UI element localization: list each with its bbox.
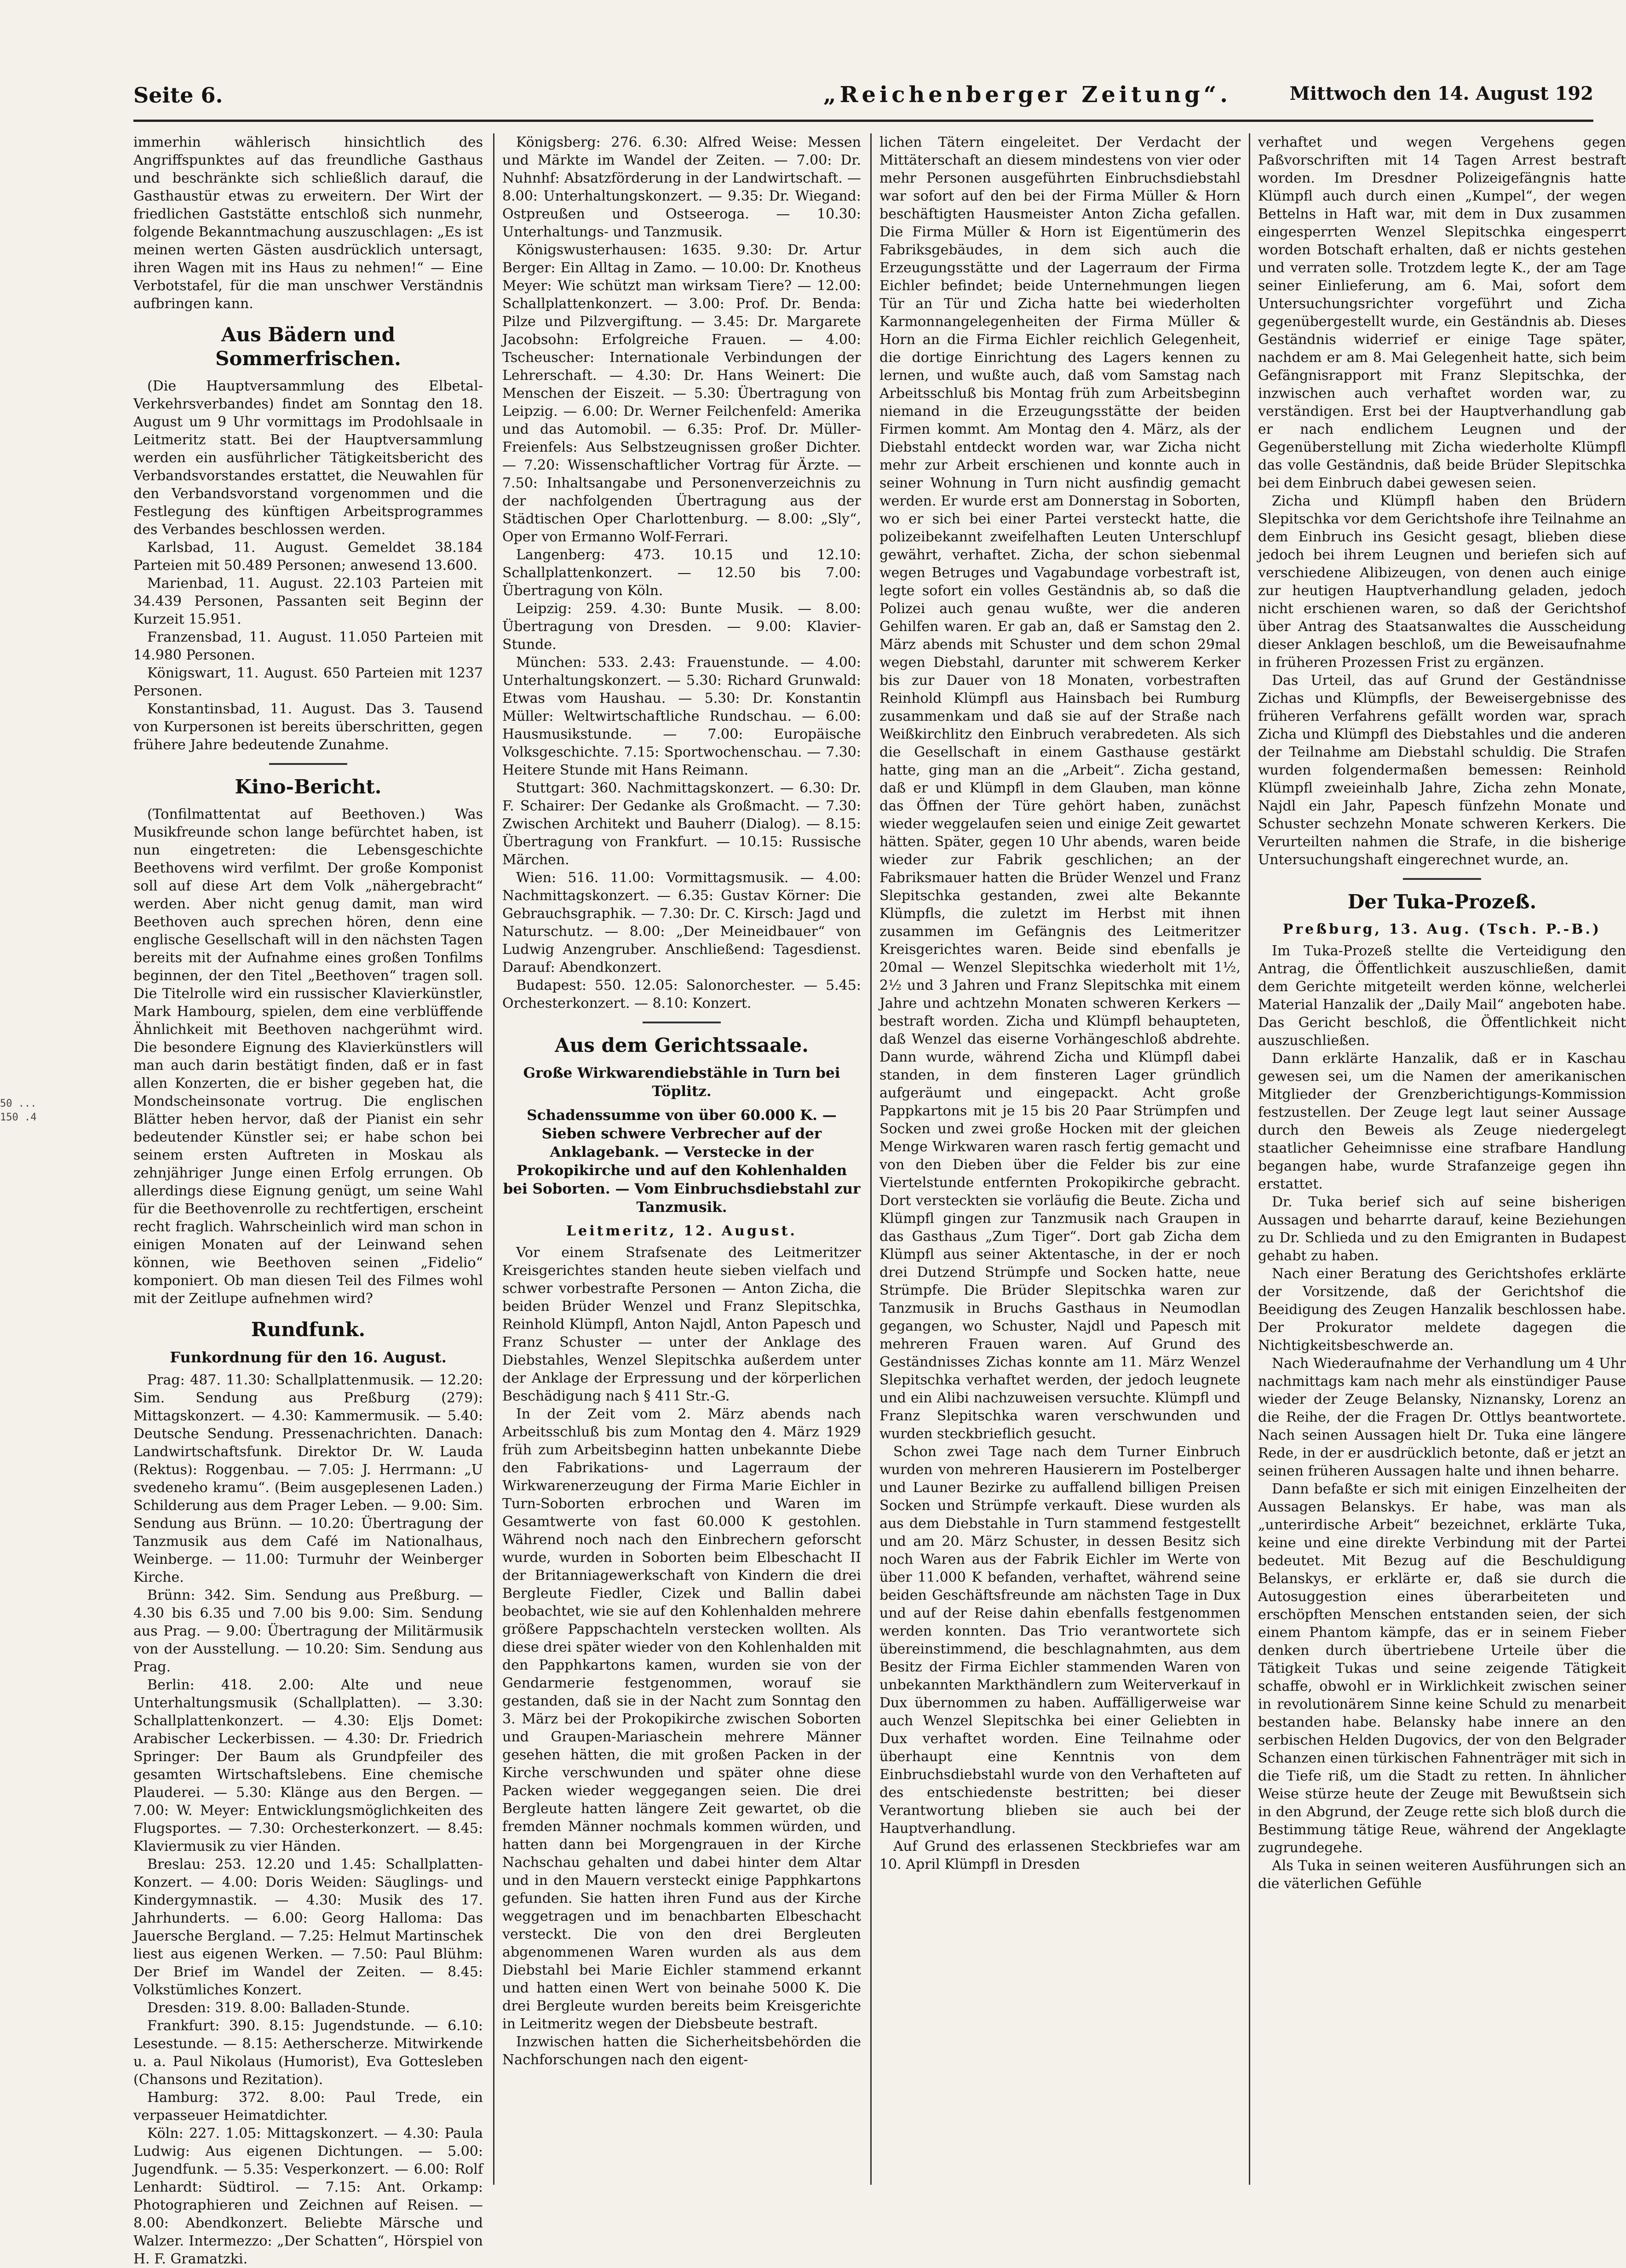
paragraph: Das Urteil, das auf Grund der Geständnisse Zichas und Klümpfls, der Beweisergebnisse des früheren Verfahrens gefällt worden war, sprach Zicha und Klümpfl des Diebstahles und die anderen der Teilnahme am Diebstahl schuldig. Die Strafen wurden folgendermaßen bemessen: Reinhold Klümpfl zweieinhalb Jahre, Zicha zehn Monate, Najdl ein Jahr, Papesch fünfzehn Monate und Schuster sechzehn Monate schweren Kerkers. Die Verurteilten nahmen die Strafe, in die bisherige Untersuchungshaft eingerechnet wurde, an. — [1258, 672, 1626, 868]
paragraph: Dann befaßte er sich mit einigen Einzelheiten der Aussagen Belanskys. Er habe, was man als „unterirdische Arbeit“ bezeichnet, erklärte Tuka, keine und eine direkte Verbindung mit der Partei bedeutet. Mit Bezug auf die Beschuldigung Belanskys, er erklärte er, daß sie durch die Autosuggestion eines überarbeiteten und erschöpften Menschen entstanden seien, der sich einem Phantom kämpfe, das er in seinem Fieber denken durch übertriebene Urteile über die Tätigkeit Tukas und seine zeigende Tätigkeit schaffe, obwohl er in Wirklichkeit zwischen seiner in revolutionärem Sinne keine Schuld zu menarbeit bestanden habe. Belansky habe innere an den serbischen Helden Dugovics, der von den Belgrader Schanzen einen türkischen Fahnenträger mit sich in die Tiefe riß, um die Stadt zu retten. In ähnlicher Weise stürze heute der Zeuge mit Bewußtsein sich in den Abgrund, der Zeuge rette sich bloß durch die Bestimmung tätige Reue, während der Angeklagte zugrundegehe. — [1258, 1481, 1626, 1856]
paragraph: Konstantinsbad, 11. August. Das 3. Tausend von Kurpersonen ist bereits überschritten, gegen frühere Jahre bedeutende Zunahme. — [133, 701, 483, 753]
paragraph: Karlsbad, 11. August. Gemeldet 38.184 Parteien mit 50.489 Personen; anwesend 13.600. — [133, 540, 483, 574]
paragraph: Königswart, 11. August. 650 Parteien mit 1237 Personen. — [133, 665, 483, 699]
radio-listing: Frankfurt: 390. 8.15: Jugendstunde. — 6.10: Lesestunde. — 8.15: Aetherscherze. Mitwirkende u. a. Paul Nikolaus (Humorist), Eva Gottesleben (Chansons und Rezitation). — [133, 2018, 483, 2088]
column-rule — [1249, 133, 1250, 2185]
divider — [643, 1022, 721, 1023]
column-2 — [502, 133, 861, 2212]
article-headline: Große Wirkwarendiebstähle in Turn bei Töplitz. — [523, 1065, 840, 1100]
section-title-rundfunk: Rundfunk. — [251, 1318, 366, 1341]
paragraph: (Tonfilmattentat auf Beethoven.) Was Musikfreunde schon lange befürchtet haben, ist nun eingetreten: die Lebensgeschichte Beethovens wird verfilmt. Der große Komponist soll auf diese Art dem Volk „nähergebracht“ werden. Aber nicht genug damit, man wird Beethoven auch sprechen hören, denn eine englische Gesellschaft will in den nächsten Tagen bereits mit der Aufnahme eines großen Tonfilms beginnen, der den Titel „Beethoven“ tragen soll. Die Titelrolle wird ein russischer Klavierkünstler, Mark Hambourg, spielen, dem eine verblüffende Ähnlichkeit mit Beethoven nachgerühmt wird. Die besondere Eignung des Klavierkünstlers will man auch darin bestätigt finden, daß er in fast allen Konzerten, die er bisher gegeben hat, die Mondscheinsonate vortrug. Die englischen Blätter heben hervor, daß der Pianist ein sehr bedeutender Künstler sei; er habe schon bei seinem ersten Auftreten in Moskau als zehnjähriger Junge einen Erfolg errungen. Ob allerdings diese Eignung genügt, um seine Wahl für die Beethovenrolle zu rechtfertigen, erscheint recht fraglich. Wahrscheinlich wird man schon in einigen Monaten auf der Leinwand sehen können, wie Beethoven seinen „Fidelio“ komponiert. Ob man diesen Teil des Filmes wohl mit der Zeitlupe aufnehmen wird? — [133, 806, 483, 1307]
radio-listing: Berlin: 418. 2.00: Alte und neue Unterhaltungsmusik (Schallplatten). — 3.30: Schallplattenkonzert. — 4.30: Eljs Domet: Arabischer Leckerbissen. — 4.30: Dr. Friedrich Springer: Der Baum als Grundpfeiler des gesamten Wirtschaftslebens. Eine chemische Plauderei. — 5.30: Klänge aus den Bergen. — 7.00: W. Meyer: Entwicklungsmöglichkeiten des Flugsportes. — 7.30: Orchesterkonzert. — 8.45: Klaviermusik zu vier Händen. — [133, 1677, 483, 1855]
article-continuation: immerhin wählerisch hinsichtlich des Angriffspunktes auf das freundliche Gasthaus und beschränkte sich schließlich darauf, die Gasthaustür etwas zu erweitern. Der Wirt der friedlichen Gaststätte entschloß sich nunmehr, folgende Bekanntmachung auszuschlagen: „Es ist meinen werten Gästen ausdrücklich untersagt, ihren Wagen mit ins Haus zu nehmen!“ — Eine Verbotstafel, für die man unschwer Verständnis aufbringen kann. — [133, 134, 483, 312]
divider — [269, 763, 347, 765]
paragraph: Schon zwei Tage nach dem Turner Einbruch wurden von mehreren Hausierern im Postelberger und Launer Bezirke zu auffallend billigen Preisen Socken und Strümpfe verkauft. Diese wurden als aus dem Diebstahle in Turn stammend festgestellt und am 20. März Schuster, in dessen Besitz sich noch Waren aus der Fabrik Eichler im Werte von über 11.000 K befanden, verhaftet, während seine beiden Geschäftsfreunde am nächsten Tage in Dux und auf der Reise dahin ebenfalls festgenommen werden konnten. Das Trio verantwortete sich übereinstimmend, die beschlagnahmten, aus dem Besitz der Firma Eichler stammenden Waren von unbekannten Markthändlern zum Weiterverkauf in Dux übernommen zu haben. Auffälligerweise war auch Wenzel Slepitschka bei einer Geliebten in Dux verhaftet worden. Eine Teilnahme oder überhaupt eine Kenntnis von dem Einbruchsdiebstahl wurde von den Verhafteten auf des entschiedenste bestritten; bei dieser Verantwortung blieben sie auch bei der Hauptverhandlung. — [879, 1444, 1241, 1837]
column-4-inner — [1258, 133, 1626, 1893]
column-rule — [870, 133, 872, 2185]
subheading-funkordnung: Funkordnung für den 16. August. — [170, 1349, 447, 1366]
divider — [1403, 878, 1481, 880]
paragraph: Inzwischen hatten die Sicherheitsbehörden die Nachforschungen nach den eigent- — [502, 2034, 861, 2068]
paragraph: Marienbad, 11. August. 22.103 Parteien mit 34.439 Personen, Passanten seit Beginn der Kurzeit 15.951. — [133, 575, 483, 627]
section-title-kino: Kino-Bericht. — [235, 775, 382, 798]
section-title-baeder: Aus Bädern und Sommerfrischen. — [215, 323, 401, 370]
paragraph: lichen Tätern eingeleitet. Der Verdacht der Mittäterschaft an diesem mindestens von vier oder mehr Personen ausgeführten Einbruchsdiebstahl war sofort auf den bei der Firma Müller & Horn beschäftigten Hausmeister Anton Zicha gefallen. Die Firma Müller & Horn ist Eigentümerin des Fabriksgebäudes, in dem sich auch die Erzeugungsstätte und der Lagerraum der Firma Eichler befindet; beide Unternehmungen liegen Tür an Tür und Zicha hatte bei wiederholten Karmonnangelegenheiten der Firma Müller & Horn an die Firma Eichler reichlich Gelegenheit, die dortige Einrichtung des Lagers kennen zu lernen, und wußte auch, daß vom Samstag nach Arbeitsschluß bis Montag früh zum Arbeitsbeginn niemand in die Erzeugungsstätte der beiden Firmen kommt. Am Montag den 4. März, als der Diebstahl entdeckt worden war, war Zicha nicht mehr zur Arbeit erschienen und konnte auch in seiner Wohnung in Turn nicht ausfindig gemacht werden. Er wurde erst am Donnerstag in Soborten, wo er sich bei einer Partei versteckt hatte, die polizeibekannt zweifelhaften Leuten Unterschlupf gewährt, verhaftet. Zicha, der schon siebenmal wegen Betruges und Vagabundage vorbestraft ist, legte sofort ein volles Geständnis ab, so daß die Polizei auch genau wußte, wer die anderen Gehilfen waren. Er gab an, daß er Samstag den 2. März abends mit Schuster und dem schon 29mal wegen Diebstahl, darunter mit schwerem Kerker bis zur Dauer von 18 Monaten, vorbestraften Reinhold Klümpfl aus Hainsbach bei Rumburg zusammenkam und daß sie auf der Straße nach Weißkirchlitz den Einbruch verabredeten. Als sich die Gesellschaft in einem Gasthause gestärkt hatte, ging man an die „Arbeit“. Zicha gestand, daß er und Klümpfl in dem Glauben, man könne das Öffnen der Türe gehört haben, zunächst wieder weggelaufen seien und einige Zeit gewartet hätten. Später, gegen 10 Uhr abends, waren beide wieder zur Fabrik geschlichen; an der Fabriksmauer hatten die Brüder Wenzel und Franz Slepitschka gestanden, zwei alte Bekannte Klümpfls, die zuletzt im Herbst mit ihnen zusammen im Gefängnis des Leitmeritzer Kreisgerichtes waren. Beide sind ebenfalls je 20mal — Wenzel Slepitschka wiederholt mit 1½, 2½ und 3 Jahren und Franz Slepitschka mit einem Jahre und achtzehn Monaten schweren Kerkers — bestraft worden. Zicha und Klümpfl behaupteten, daß Wenzel das eiserne Vorhängeschloß abdrehte. Dann wurde, während Zicha und Klümpfl dabei standen, in dem finsteren Lager gründlich aufgeräumt und eingepackt. Acht große Pappkartons mit je 15 bis 20 Paar Strümpfen und Socken und zwei große Hocken mit der gleichen Menge Wirkwaren waren rasch fertig gemacht und von den Dieben über die Felder bis zur eine Viertelstunde entfernten Prokopikirche gebracht. Dort versteckten sie vorläufig die Beute. Zicha und Klümpfl gingen zur Tanzmusik nach Graupen in das Gasthaus „Zum Tiger“. Dort gab Zicha dem Klümpfl aus seiner Aktentasche, in der er noch drei Dutzend Strümpfe und Socken hatte, neue Strümpfe. Die Brüder Slepitschka waren zur Tanzmusik in Bruchs Gasthaus in Neumodlan gegangen, wo Schuster, Najdl und Papesch mit mehreren Frauen waren. Auf Grund des Geständnisses Zichas konnte am 11. März Wenzel Slepitschka verhaftet werden, der jedoch leugnete und ein Alibi nachzuweisen versuchte. Klümpfl und Franz Slepitschka waren verschwunden und wurden steckbrieflich gesucht. — [879, 134, 1241, 1442]
radio-listing: Königsberg: 276. 6.30: Alfred Weise: Messen und Märkte im Wandel der Zeiten. — 7.00: Dr. Nuhnhf: Absatzförderung in der Landwirtschaft. — 8.00: Unterhaltungskonzert. — 9.35: Dr. Wiegand: Ostpreußen und Ostseeroga. — 10.30: Unterhaltungs- und Tanzmusik. — [502, 134, 861, 240]
paragraph: verhaftet und wegen Vergehens gegen Paßvorschriften mit 14 Tagen Arrest bestraft worden. Im Dresdner Polizeigefängnis hatte Klümpfl auch durch einen „Kumpel“, der wegen Bettelns in Haft war, mit dem in Dux zusammen eingesperrten Wenzel Slepitschka eingesperrt worden Botschaft erhalten, daß er nichts gestehen und verraten solle. Trotzdem legte K., der am Tage seiner Einlieferung, am 6. Mai, sofort dem Untersuchungsrichter vorgeführt und Zicha gegenübergestellt wurde, ein Geständnis ab. Dieses Geständnis widerrief er einige Tage später, nachdem er am 8. Mai Gelegenheit hatte, sich beim Gefängnisrapport mit Franz Slepitschka, der inzwischen auch verhaftet worden war, zu verständigen. Erst bei der Hauptverhandlung gab er nach endlichem Leugnen und der Gegenüberstellung mit Zicha wiederholte Klümpfl das volle Geständnis, daß beide Brüder Slepitschka bei dem Einbruch dabei gewesen seien. — [1258, 134, 1626, 491]
radio-listing: Köln: 227. 1.05: Mittagskonzert. — 4.30: Paula Ludwig: Aus eigenen Dichtungen. — 5.00: Jugendfunk. — 5.35: Vesperkonzert. — 6.00: Rolf Lenhardt: Südtirol. — 7.15: Ant. Orkamp: Photographieren und Zeichnen auf Reisen. — 8.00: Abendkonzert. Beliebte Märsche und Walzer. Intermezzo: „Der Schatten“, Hörspiel von H. F. Gramatzki. — [133, 2125, 483, 2267]
radio-listing: Langenberg: 473. 10.15 und 12.10: Schallplattenkonzert. — 12.50 bis 7.00: Übertragung von Köln. — [502, 547, 861, 599]
paragraph: Franzensbad, 11. August. 11.050 Parteien mit 14.980 Personen. — [133, 629, 483, 663]
issue-date: Mittwoch den 14. August 192 — [1289, 83, 1593, 104]
paragraph: Nach Wiederaufnahme der Verhandlung um 4 Uhr nachmittags kam nach mehr als einstündiger Pause wieder der Zeuge Belansky, Niznansky, Lorenz an die Reihe, der die Fragen Dr. Ottlys beantwortete. Nach seinen Aussagen hielt Dr. Tuka eine längere Rede, in der er ausdrücklich betonte, daß er jetzt an seinen früheren Aussagen halte und ihnen beharre. — [1258, 1355, 1626, 1479]
paragraph: Nach einer Beratung des Gerichtshofes erklärte der Vorsitzende, daß der Gerichtshof die Beeidigung des Zeugen Hanzalik beschlossen habe. Der Prokurator meldete dagegen die Nichtigkeitsbeschwerde an. — [1258, 1266, 1626, 1354]
radio-listing: Brünn: 342. Sim. Sendung aus Preßburg. — 4.30 bis 6.35 und 7.00 bis 9.00: Sim. Sendung aus Prag. — 9.00: Übertragung der Militärmusik von der Ausstellung. — 10.20: Sim. Sendung aus Prag. — [133, 1587, 483, 1675]
column-1 — [133, 133, 483, 2267]
paragraph: Auf Grund des erlassenen Steckbriefes war am 10. April Klümpfl in Dresden — [879, 1838, 1241, 1872]
paragraph: Als Tuka in seinen weiteren Ausführungen sich an die väterlichen Gefühle — [1258, 1858, 1626, 1892]
paragraph: Dann erklärte Hanzalik, daß er in Kaschau gewesen sei, um die Namen der amerikanischen Mitglieder der Grenzberichtigungs-Kommission festzustellen. Der Zeuge legt laut seiner Aussage durch den Beweis als Zeuge niedergelegt staatlicher Geheimnisse eine strafbare Handlung begangen habe, wurde Strafanzeige gegen ihn erstattet. — [1258, 1051, 1626, 1192]
paragraph: Im Tuka-Prozeß stellte die Verteidigung den Antrag, die Öffentlichkeit auszuschließen, damit dem Gerichte mitgeteilt werden könne, welcherlei Material Hanzalik der „Daily Mail“ angeboten habe. Das Gericht beschloß, die Öffentlichkeit nicht auszuschließen. — [1258, 943, 1626, 1049]
radio-listing: München: 533. 2.43: Frauenstunde. — 4.00: Unterhaltungskonzert. — 5.30: Richard Grunwald: Etwas vom Haushau. — 5.30: Dr. Konstantin Müller: Weltwirtschaftliche Rundschau. — 6.00: Hausmusikstunde. — 7.00: Europäische Volksgeschichte. 7.15: Sportwochenschau. — 7.30: Heitere Stunde mit Hans Reimann. — [502, 655, 861, 778]
column-rule — [493, 133, 494, 2185]
dateline: Leitmeritz, 12. August. — [566, 1223, 797, 1239]
radio-listing: Breslau: 253. 12.20 und 1.45: Schallplatten-Konzert. — 4.00: Doris Weiden: Säuglings- und Kindergymnastik. — 4.30: Musik des 17. Jahrhunderts. — 6.00: Georg Halloma: Das Jauersche Bergland. — 7.25: Helmut Martinschek liest aus eigenen Werken. — 7.50: Paul Blühm: Der Brief im Wandel der Zeiten. — 8.45: Volkstümliches Konzert. — [133, 1856, 483, 1998]
margin-note: 50 ... 150 .4 — [0, 1098, 37, 1123]
radio-listing: Königswusterhausen: 1635. 9.30: Dr. Artur Berger: Ein Alltag in Zamo. — 10.00: Dr. Knotheus Meyer: Wie schützt man wirksam Tiere? — 12.00: Schallplattenkonzert. — 3.00: Prof. Dr. Benda: Pilze und Pilzvergiftung. — 3.45: Dr. Margarete Jacobsohn: Erfolgreiche Frauen. — 4.00: Tscheuscher: Internationale Verbindungen der Lehrerschaft. — 4.30: Dr. Hans Weinert: Die Menschen der Eiszeit. — 5.30: Übertragung von Leipzig. — 6.00: Dr. Werner Feilchenfeld: Amerika und das Automobil. — 6.35: Prof. Dr. Müller-Freienfels: Aus Selbstzeugnissen großer Dichter. — 7.20: Wissenschaftlicher Vortrag für Ärzte. — 7.50: Inhaltsangabe und Personenverzeichnis zu der nachfolgenden Übertragung aus der Städtischen Oper Charlottenburg. — 8.00: „Sly“, Oper von Ermanno Wolf-Ferrari. — [502, 242, 861, 545]
radio-listing: Stuttgart: 360. Nachmittagskonzert. — 6.30: Dr. F. Schairer: Der Gedanke als Großmacht. — 7.30: Zwischen Architekt und Bauherr (Dialog). — 8.15: Übertragung von Frankfurt. — 10.15: Russische Märchen. — [502, 780, 861, 868]
column-3 — [879, 133, 1241, 2212]
page-number: Seite 6. — [133, 83, 223, 108]
paragraph: Zicha und Klümpfl haben den Brüdern Slepitschka vor dem Gerichtshofe ihre Teilnahme an dem Einbruch ins Gesicht gesagt, blieben diese jedoch bei ihrem Leugnen und beriefen sich auf verschiedene Alibizeugen, von denen auch einige zur heutigen Hauptverhandlung geladen, jedoch nicht erschienen waren, so daß der Gerichtshof über Antrag des Staatsanwaltes die Ausscheidung dieser Anklagen beschloß, um die Beweisaufnahme in früheren Prozessen Frist zu ergänzen. — [1258, 493, 1626, 671]
paragraph: Vor einem Strafsenate des Leitmeritzer Kreisgerichtes standen heute sieben vielfach und schwer vorbestrafte Personen — Anton Zicha, die beiden Brüder Wenzel und Franz Slepitschka, Reinhold Klümpfl, Anton Najdl, Anton Papesch und Franz Schuster — unter der Anklage des Diebstahles, Wenzel Slepitschka außerdem unter der Anklage der Erpressung und der körperlichen Beschädigung nach § 411 Str.-G. — [502, 1245, 861, 1404]
page-header — [133, 78, 1593, 122]
radio-listing: Budapest: 550. 12.05: Salonorchester. — 5.45: Orchesterkonzert. — 8.10: Konzert. — [502, 977, 861, 1011]
article-deck: Schadenssumme von über 60.000 K. — Sieben schwere Verbrecher auf der Anklagebank. — Verstecke in der Prokopikirche und auf den Kohlenhalden bei Soborten. — Vom Einbruchsdiebstahl zur Tanzmusik. — [503, 1107, 861, 1216]
radio-listing: Dresden: 319. 8.00: Balladen-Stunde. — [147, 2000, 410, 2016]
radio-listing: Leipzig: 259. 4.30: Bunte Musik. — 8.00: Übertragung von Dresden. — 9.00: Klavier-Stunde. — [502, 601, 861, 653]
radio-listing: Hamburg: 372. 8.00: Paul Trede, ein verpasseuer Heimatdichter. — [133, 2090, 483, 2124]
column-4 — [1258, 133, 1626, 2212]
dateline: Preßburg, 13. Aug. (Tsch. P.-B.) — [1282, 921, 1602, 937]
section-title-gericht: Aus dem Gerichtssaale. — [555, 1034, 809, 1056]
radio-listing: Prag: 487. 11.30: Schallplattenmusik. — 12.20: Sim. Sendung aus Preßburg (279): Mittagskonzert. — 4.30: Kammermusik. — 5.40: Deutsche Sendung. Pressenachrichten. Danach: Landwirtschaftsfunk. Direktor Dr. W. Lauda (Rektus): Roggenbau. — 7.05: J. Herrmann: „U svedeneho kramu“. (Beim ausgeplesenen Laden.) Schilderung aus dem Prager Leben. — 9.00: Sim. Sendung aus Brünn. — 10.20: Übertragung der Tanzmusik aus dem Café im Nationalhaus, Weinberge. — 11.00: Turmuhr der Weinberger Kirche. — [133, 1372, 483, 1585]
paragraph: Dr. Tuka berief sich auf seine bisherigen Aussagen und beharrte darauf, keine Beziehungen zu Dr. Schlieda und zu den Emigranten in Budapest gehabt zu haben. — [1258, 1194, 1626, 1264]
section-title-tuka: Der Tuka-Prozeß. — [1347, 890, 1537, 913]
paragraph: In der Zeit vom 2. März abends nach Arbeitsschluß bis zum Montag den 4. März 1929 früh zum Arbeitsbeginn hatten unbekannte Diebe den Fabrikations- und Lagerraum der Wirkwarenerzeugung der Firma Marie Eichler in Turn-Soborten erbrochen und Waren im Gesamtwerte von fast 60.000 K gestohlen. Während noch nach den Einbrechern geforscht wurde, wurden in Soborten beim Elbeschacht II der Britanniagewerkschaft von Kindern die drei Bergleute Fiedler, Cizek und Ballin dabei beobachtet, wie sie auf den Kohlenhalden mehrere größere Pappschachteln verstecken wollten. Als diese drei später wieder von den Kohlenhalden mit den Papphkartons kamen, wurden sie von der Gendarmerie festgenommen, worauf sie gestanden, daß sie in der Nacht zum Sonntag den 3. März bei der Prokopikirche zwischen Soborten und Graupen-Mariaschein mehrere Männer gesehen hätten, die mit großen Packen in der Kirche verschwunden und später ohne diese Packen wieder weggegangen seien. Die drei Bergleute hatten längere Zeit gewartet, ob die fremden Männer nochmals kommen würden, und hatten dann bei Morgengrauen in der Kirche Nachschau gehalten und dabei hinter dem Altar und in den Mauern versteckt einige Papphkartons gefunden. Sie hatten ihren Fund aus der Kirche weggetragen und im benachbarten Elbeschacht versteckt. Die von den drei Bergleuten abgenommenen Waren wurden als aus dem Diebstahl bei Marie Eichler stammend erkannt und hatten einen Wert von beinahe 5000 K. Die drei Bergleute wurden bereits beim Kreisgerichte in Leitmeritz wegen der Diebsbeute bestraft. — [502, 1406, 861, 2032]
radio-listing: Wien: 516. 11.00: Vormittagsmusik. — 4.00: Nachmittagskonzert. — 6.35: Gustav Körner: Die Gebrauchsgraphik. — 7.30: Dr. C. Kirsch: Jagd und Naturschutz. — 8.00: „Der Meineidbauer“ von Ludwig Anzengruber. Anschließend: Tagesdienst. Darauf: Abendkonzert. — [502, 870, 861, 976]
newspaper-title: „Reichenberger Zeitung“. — [823, 82, 1231, 108]
paragraph: (Die Hauptversammlung des Elbetal-Verkehrsverbandes) findet am Sonntag den 18. August um 9 Uhr vormittags im Prodohlsaale in Leitmeritz statt. Bei der Hauptversammlung werden ein ausführlicher Tätigkeitsbericht des Verbandsvorstandes erstattet, die Neuwahlen für den Verbandsvorstand vorgenommen und die Festlegung des künftigen Arbeitsprogrammes des Verbandes beschlossen werden. — [133, 378, 483, 538]
